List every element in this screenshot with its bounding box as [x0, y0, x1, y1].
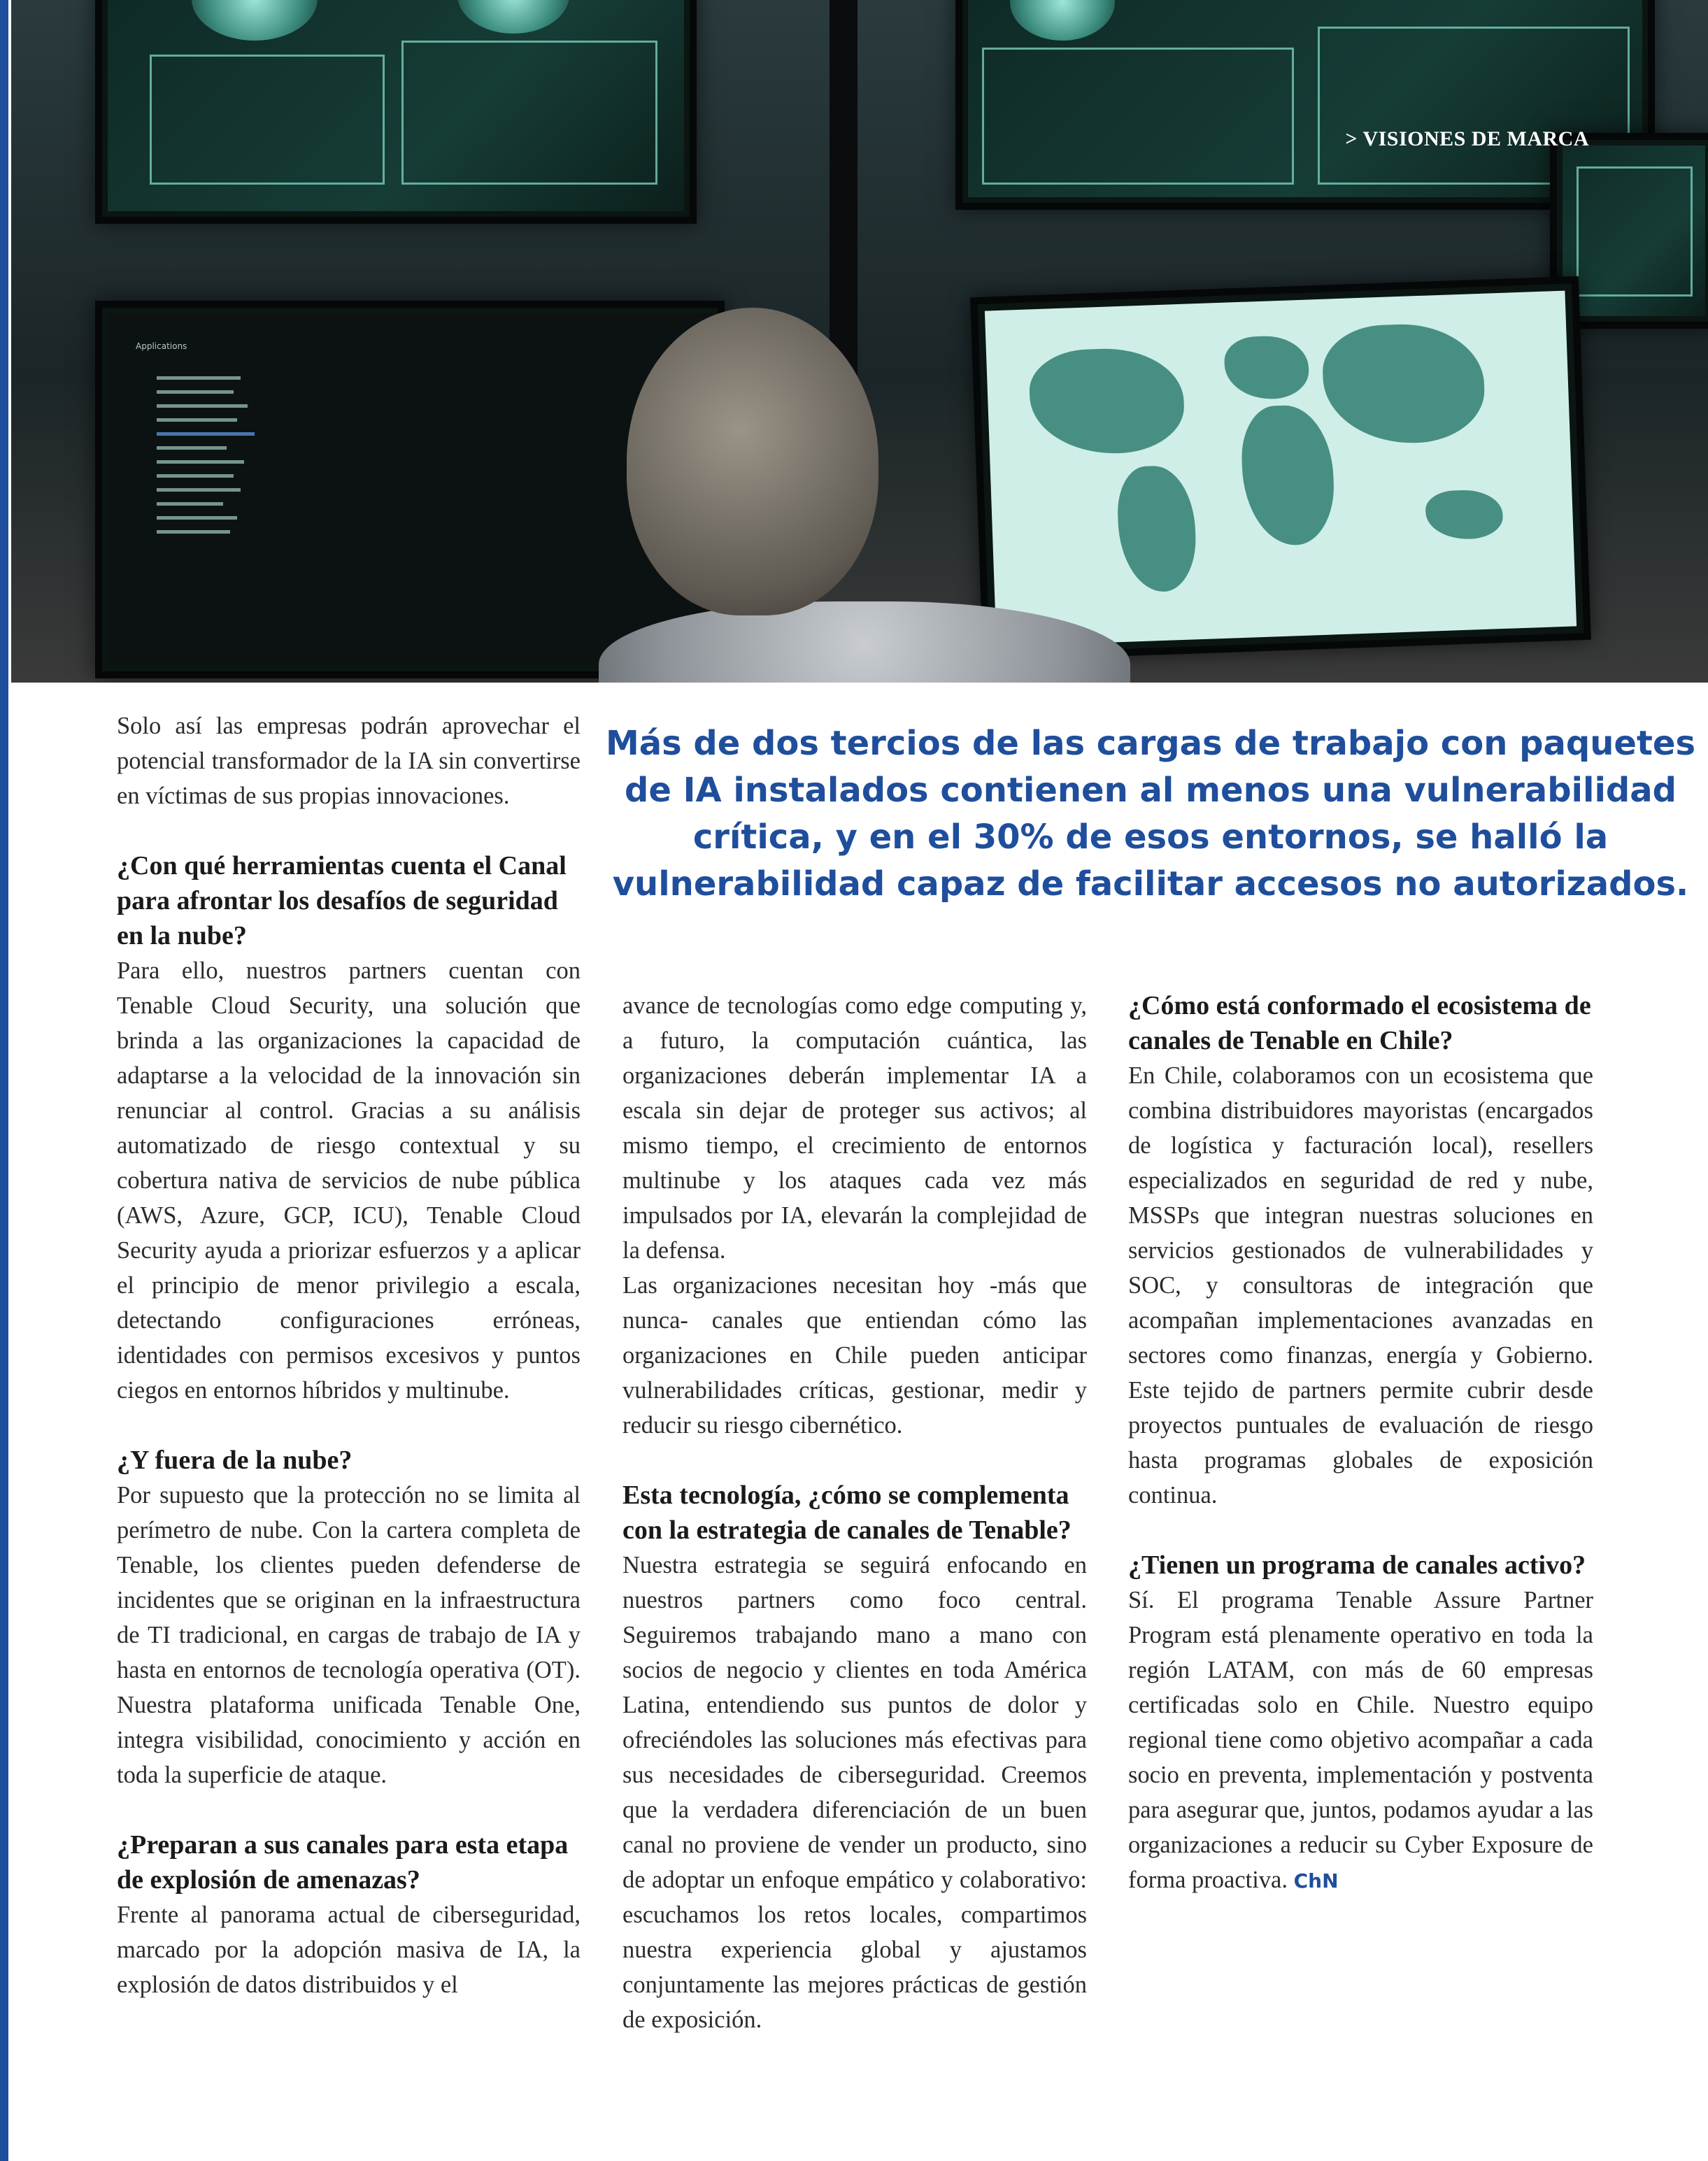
magazine-signature: ChN — [1293, 1869, 1339, 1892]
question-heading: ¿Tienen un programa de canales activo? — [1128, 1550, 1586, 1580]
body-paragraph: Las organizaciones necesitan hoy -más que nunca- canales que entiendan cómo las organizaciones en Chile pueden anticipar vulnerabilidades críticas, gestionar, medir y reducir su riesgo cibernético. — [622, 1272, 1087, 1439]
globe-graphic — [1010, 0, 1115, 41]
column-1 — [117, 708, 581, 2002]
globe-graphic — [457, 0, 569, 34]
monitor-world-map — [970, 276, 1591, 661]
monitor-top-left — [95, 0, 697, 224]
question-heading: Esta tecnología, ¿cómo se complementa con la estrategia de canales de Tenable? — [622, 1481, 1072, 1545]
globe-graphic — [192, 0, 318, 41]
person-head — [627, 308, 878, 615]
answer-paragraph: Nuestra estrategia se seguirá enfocando en nuestros partners como foco central. Seguiremos trabajando mano a mano con socios de negocio y clientes en toda América Latina, entendiendo sus puntos de dolor y ofreciéndoles las soluciones más efectivas para sus necesidades de ciberseguridad. Creemos que la verdadera diferenciación de un buen canal no proviene de vender un producto, sino de adoptar un enfoque empático y colaborativo: escuchamos los retos locales, compartimos nuestra experiencia global y ajustamos conjuntamente las mejores prácticas de gestión de exposición. — [622, 1552, 1087, 2033]
section-tag: > VISIONES DE MARCA — [1345, 127, 1589, 150]
applications-menu-title: Applications — [136, 341, 187, 351]
body-paragraph: avance de tecnologías como edge computing y, a futuro, la computación cuántica, las organizaciones deberán implementar IA a escala sin dejar de proteger sus activos; al mismo tiempo, el crecimiento de entornos multinube y los ataques cada vez más impulsados por IA, elevarán la complejidad de la defensa. — [622, 992, 1087, 1264]
question-heading: ¿Preparan a sus canales para esta etapa de explosión de amenazas? — [117, 1830, 569, 1895]
pull-quote: Más de dos tercios de las cargas de trabajo con paquetes de IA instalados contienen al menos una vulnerabilidad crítica, y en el 30% de esos entornos, se halló la vulnerabilidad capaz de facilitar accesos no autorizados. — [605, 724, 1696, 904]
answer-paragraph: En Chile, colaboramos con un ecosistema que combina distribuidores mayoristas (encargados de logística y facturación local), resellers especializados en seguridad de red y nube, MSSPs que integran nuestras soluciones en servicios gestionados de vulnerabilidades y SOC, y consultoras de integración que acompañan implementaciones avanzadas en sectores como finanzas, energía y Gobierno. Este tejido de partners permite cubrir desde proyectos puntuales de evaluación de riesgo hasta programas globales de exposición continua. — [1128, 1062, 1593, 1509]
answer-text: Sí. El programa Tenable Assure Partner Program está plenamente operativo en toda la región LATAM, con más de 60 empresas certificadas solo en Chile. Nuestro equipo regional tiene como objetivo acompañar a cada socio en preventa, implementación y postventa para asegurar que, juntos, podamos ayudar a las organizaciones a reducir su Cyber Exposure de forma proactiva. — [1128, 1587, 1593, 1893]
question-heading: ¿Cómo está conformado el ecosistema de canales de Tenable en Chile? — [1128, 991, 1591, 1055]
answer-paragraph: Por supuesto que la protección no se limita al perímetro de nube. Con la cartera completa de Tenable, los clientes pueden defenderse de incidentes que se originan en la infraestructura de TI tradicional, en cargas de trabajo de IA y hasta en entornos de tecnología operativa (OT). Nuestra plataforma unificada Tenable One, integra visibilidad, conocimiento y acción en toda la superficie de ataque. — [117, 1482, 581, 1788]
answer-paragraph: Frente al panorama actual de ciberseguridad, marcado por la adopción masiva de IA, la explosión de datos distribuidos y el — [117, 1902, 581, 1998]
column-3 — [1128, 988, 1593, 1899]
monitor-mount — [830, 0, 857, 392]
intro-paragraph: Solo así las empresas podrán aprovechar el potencial transformador de la IA sin convertirse en víctimas de sus propias innovaciones. — [117, 713, 581, 809]
question-heading: ¿Con qué herramientas cuenta el Canal para afrontar los desafíos de seguridad en la nube? — [117, 851, 567, 950]
question-heading: ¿Y fuera de la nube? — [117, 1446, 353, 1475]
hero-photo — [11, 0, 1708, 683]
answer-paragraph — [1128, 1583, 1593, 1899]
column-2 — [622, 988, 1087, 2037]
answer-paragraph: Para ello, nuestros partners cuentan con Tenable Cloud Security, una solución que brinda a las organizaciones la capacidad de adaptarse a la velocidad de la innovación sin renunciar al control. Gracias a su análisis automatizado de riesgo contextual y su cobertura nativa de servicios de nube pública (AWS, Azure, GCP, ICU), Tenable Cloud Security ayuda a priorizar esfuerzos y a aplicar el principio de menor privilegio a escala, detectando configuraciones erróneas, identidades con permisos excesivos y puntos ciegos en entornos híbridos y multinube. — [117, 957, 581, 1404]
left-accent-rule — [0, 0, 8, 2161]
